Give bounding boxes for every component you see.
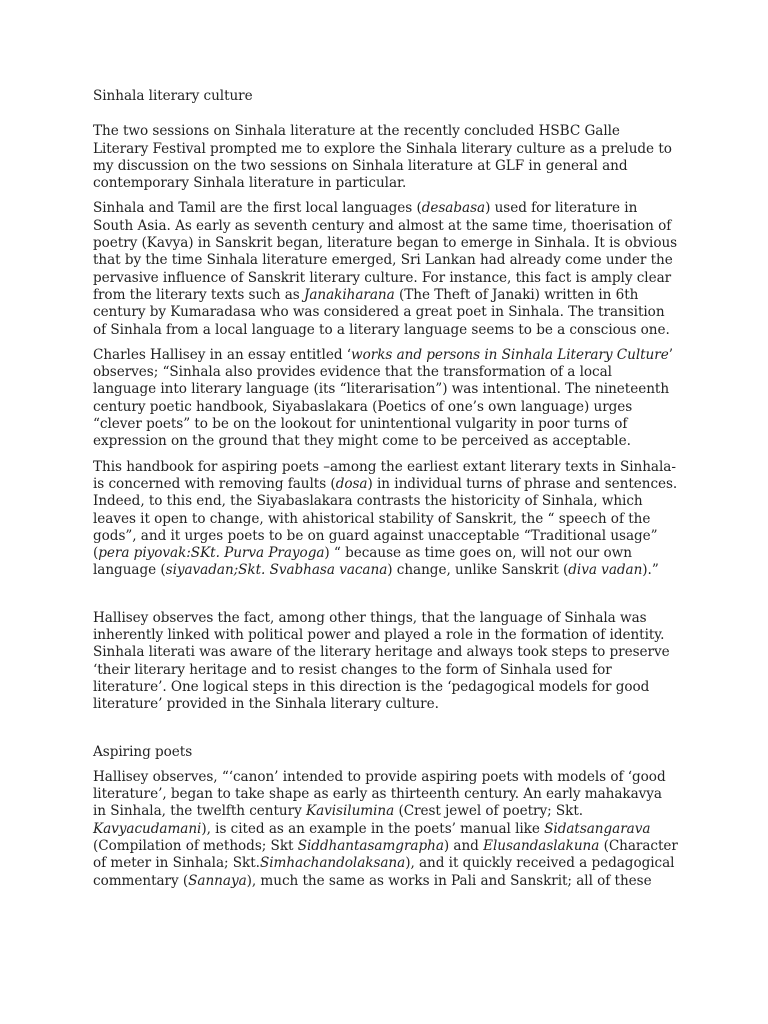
text-run: ) used for literature in South Asia. As early as seventh century and almost at the same time, thoerisation of poetry (Kavya) in Sanskrit began, literature began to emerge in Sinhala. It is obvious that by the time Sinhala literature emerged, Sri Lankan had already come under the pervasive influence of Sanskrit literary culture. For instance, this fact is amply clear from the literary texts such as: [93, 200, 678, 303]
text-run: This handbook for aspiring poets –among the earliest extant literary texts in Sinhala- is concerned with removing faults (: [93, 458, 676, 492]
italic-term: Siddhantasamgrapha: [297, 837, 444, 854]
italic-term: Kavisilumina: [305, 803, 395, 820]
paragraph-intro: The two sessions on Sinhala literature at the recently concluded HSBC Galle Literary Festival prompted me to explore the Sinhala literary culture as a prelude to my discussion on the two sessions on Sinhala literature at GLF in general and contemporary Sinhala literature in particular.: [93, 123, 672, 192]
italic-term: siyavadan;Skt. Svabhasa vacana: [165, 562, 388, 579]
text-run: ) “ because as time goes on, will not our own language (: [93, 545, 632, 579]
italic-term: Kavyacudamani: [93, 820, 202, 837]
italic-term: Simhachandolaksana: [259, 855, 406, 872]
text-run: Charles Hallisey in an essay entitled ‘: [93, 346, 352, 363]
text-run: ) change, unlike Sanskrit (: [387, 562, 569, 579]
text-run: (Compilation of methods; Skt: [93, 837, 298, 854]
text-run: (Character of meter in Sinhala; Skt.: [93, 837, 678, 872]
italic-term: works and persons in Sinhala Literary Culture: [351, 346, 669, 363]
italic-term: diva vadan: [568, 562, 643, 579]
text-run: Hallisey observes, “‘canon’ intended to provide aspiring poets with models of ‘good literature’, began to take shape as early as thirteenth century. An early mahakavya in Sinhala, the twelfth century: [93, 768, 666, 820]
paragraph-canon: [93, 769, 678, 890]
italic-term: Sidatsangarava: [544, 820, 651, 837]
text-run: ) in individual turns of phrase and sentences. Indeed, to this end, the Siyabaslakara contrasts the historicity of Sinhala, which leaves it open to change, with ahistorical stability of Sanskrit, the “ speech of the gods”, and it urges poets to be on guard against unacceptable “Traditional usage” (: [93, 475, 678, 562]
text-run: Sinhala and Tamil are the first local languages (: [93, 200, 422, 217]
text-run: ).”: [642, 562, 659, 579]
text-run: ’ observes; “Sinhala also provides evidence that the transformation of a local language into literary language (its “literarisation”) was intentional. The nineteenth century poetic handbook, Siyabaslakara (Poetics of one’s own language) urges “clever poets” to be on the lookout for unintentional vulgarity in poor turns of expression on the ground that they might come to be perceived as acceptable.: [93, 346, 673, 450]
italic-term: Sannaya: [188, 872, 247, 889]
paragraph-hallisey-essay: [93, 347, 678, 451]
section-subheading: Aspiring poets: [93, 743, 193, 760]
paragraph-handbook: [93, 459, 678, 580]
text-run: ), is cited as an example in the poets’ manual like: [201, 820, 545, 837]
italic-term: Elusandaslakuna: [483, 837, 600, 854]
text-run: ), and it quickly received a pedagogical commentary (: [93, 855, 675, 889]
document-page: [93, 88, 678, 898]
italic-term: dosa: [335, 475, 368, 492]
text-run: (Crest jewel of poetry; Skt.: [394, 803, 584, 820]
text-run: ), much the same as works in Pali and Sanskrit; all of these: [246, 872, 652, 889]
text-run: ) and: [443, 837, 484, 854]
italic-term: pera piyovak:SKt. Purva Prayoga: [98, 545, 325, 562]
italic-term: Janakiharana: [303, 286, 395, 303]
paragraph-political-power: Hallisey observes the fact, among other things, that the language of Sinhala was inherently linked with political power and played a role in the formation of identity. Sinhala literati was aware of the literary heritage and always took steps to preserve ‘their literary heritage and to resist changes to the form of Sinhala used for literature’. One logical steps in this direction is the ‘pedagogical models for good literature’ provided in the Sinhala literary culture.: [93, 609, 670, 713]
paragraph-languages: [93, 200, 678, 338]
document-title: Sinhala literary culture: [93, 88, 253, 104]
text-run: (The Theft of Janaki) written in 6th century by Kumaradasa who was considered a great poet in Sinhala. The transition of Sinhala from a local language to a literary language seems to be a conscious one.: [93, 286, 670, 338]
italic-term: desabasa: [421, 200, 486, 217]
